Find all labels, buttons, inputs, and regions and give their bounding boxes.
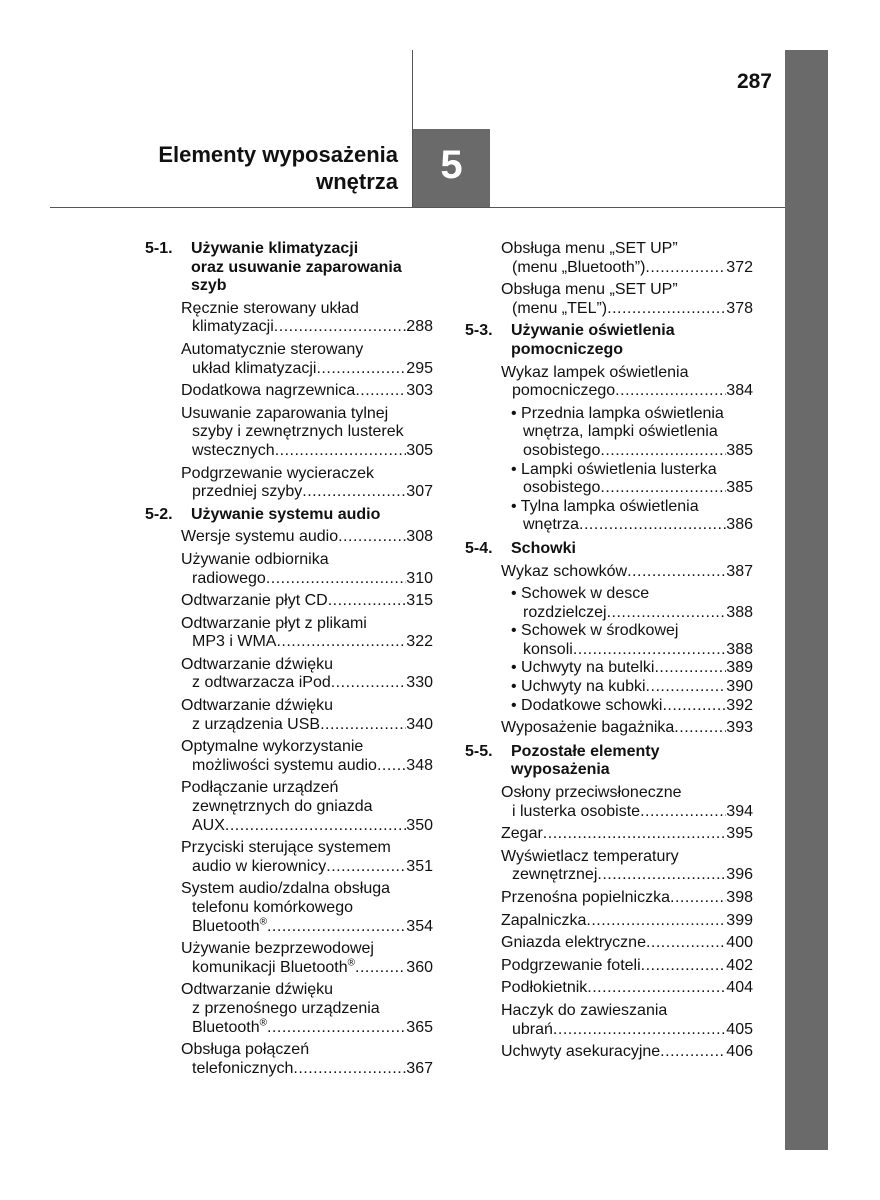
toc-entry[interactable] [501,848,753,885]
entry-text: Przenośna popielniczka [501,889,670,906]
entry-text: z przenośnego urządzenia [192,999,380,1017]
section-title-line: Pozostałe elementy [511,742,660,760]
page-ref: 404 [726,979,753,997]
page-ref: 394 [726,802,753,820]
toc-subentry[interactable] [511,405,753,461]
toc-subentry[interactable] [511,678,753,697]
page-ref: 310 [406,569,433,587]
entry-text: Uchwyty asekuracyjne [501,1043,661,1061]
toc-entry[interactable] [181,940,433,977]
entry-text: Podgrzewanie wycieraczek [181,464,374,482]
entry-text: Podłokietnik [501,979,588,997]
entry-text-part: Bluetooth [192,1018,260,1036]
section-heading-5-3[interactable] [465,322,753,359]
entry-text: Automatycznie sterowany [181,340,364,358]
toc-entry[interactable] [181,880,433,936]
toc-entry[interactable] [181,738,433,775]
page-ref: 350 [406,816,433,834]
entry-text: Używanie odbiornika [181,550,329,568]
entry-text [192,959,355,978]
entry-text: szyby i zewnętrznych lusterek [192,423,404,441]
page-ref: 396 [726,866,753,884]
page-ref: 340 [406,715,433,733]
entry-text: Obsługa połączeń [181,1041,310,1059]
page-ref: 385 [726,441,753,459]
section-title [191,506,433,525]
entry-text: Odtwarzanie dźwięku [181,655,334,673]
toc-right-column [465,240,753,1062]
entry-text: osobistego [523,441,601,459]
entry-text: układ klimatyzacji [192,359,317,377]
entry-text: ubrań [512,1020,553,1038]
section-number: 5-5. [465,742,493,760]
entry-text: Ręcznie sterowany układ [181,299,359,317]
toc-entry[interactable] [501,825,753,844]
entry-text: wstecznych [192,441,275,459]
page-ref: 386 [726,516,753,534]
page-ref: 390 [726,678,753,696]
entry-text: Używanie bezprzewodowej [181,940,374,958]
toc-entry[interactable] [181,592,433,611]
entry-text: z odtwarzacza iPod [192,674,331,692]
page-ref: 402 [726,956,753,974]
registered-mark: ® [347,957,356,969]
entry-text: Wyświetlacz temperatury [501,847,679,865]
entry-text: wnętrza, lampki oświetlenia [523,423,718,441]
entry-text: telefonicznych [192,1059,294,1077]
section-title [511,322,753,359]
section-number: 5-1. [145,240,173,257]
page-ref: 307 [406,483,433,501]
entry-text: radiowego [192,569,266,587]
section-title-line: Używanie systemu audio [191,505,381,523]
page-ref: 393 [726,719,753,737]
entry-text: • Uchwyty na butelki [511,659,655,677]
entry-text: Odtwarzanie dźwięku [181,697,334,715]
entry-text: możliwości systemu audio [192,756,377,774]
toc-entry[interactable] [501,912,753,931]
entry-text: • Lampki oświetlenia lusterka [511,460,717,478]
entry-text [192,918,267,937]
entry-text: System audio/zdalna obsługa [181,880,391,898]
registered-mark: ® [259,916,267,928]
entry-text: Zapalniczka [501,911,587,929]
toc-subentry[interactable] [511,498,753,535]
page-number: 287 [736,70,772,93]
page-ref: 367 [406,1059,433,1077]
toc-entry[interactable] [181,551,433,588]
toc-entry[interactable] [181,779,433,835]
page-ref: 387 [726,562,753,580]
toc-entry[interactable] [181,697,433,734]
entry-text: • Uchwyty na kubki [511,678,646,696]
section-number: 5-4. [465,539,493,557]
toc-entry[interactable] [501,719,753,738]
toc-subentry[interactable] [511,461,753,498]
section-title [191,240,433,296]
entry-text: klimatyzacji [192,318,274,336]
header-divider-horizontal [50,207,785,208]
page-ref: 295 [406,359,433,377]
entry-text: Usuwanie zaparowania tylnej [181,404,389,422]
entry-text-part: Bluetooth [192,917,260,935]
page-ref: 348 [406,756,433,774]
toc-entry[interactable] [501,979,753,998]
entry-text: rozdzielczej [523,603,607,621]
section-title-line: oraz usuwanie zaparowania [191,258,402,276]
toc-left-column [145,240,433,1078]
toc-entry[interactable] [501,1043,753,1062]
entry-text: Wersje systemu audio [181,528,339,546]
page-ref: 288 [406,318,433,336]
toc-entry[interactable] [501,563,753,582]
toc-entry[interactable] [501,934,753,953]
section-heading-5-5[interactable] [465,743,753,780]
page-ref: 385 [726,479,753,497]
section-number: 5-2. [145,505,173,523]
entry-text: osobistego [523,479,601,497]
chapter-title-line1: Elementy wyposażenia [158,142,398,167]
page-ref: 308 [406,528,433,546]
page-ref: 388 [726,640,753,658]
chapter-title [100,141,398,195]
toc-entry[interactable] [181,615,433,652]
section-heading-5-4[interactable] [465,540,753,559]
entry-text: AUX [192,816,225,834]
entry-text: Optymalne wykorzystanie [181,738,364,756]
entry-text: (menu „TEL”) [512,299,608,317]
toc-entry[interactable] [181,382,433,401]
section-title-line: szyb [191,277,227,295]
toc-entry[interactable] [181,1041,433,1078]
entry-text: z urządzenia USB [192,715,321,733]
section-title-line: wyposażenia [511,761,610,779]
toc-entry[interactable] [501,240,753,277]
chapter-sidebar-tab [785,50,828,1150]
entry-text: Odtwarzanie płyt CD [181,592,328,610]
toc-entry[interactable] [181,981,433,1037]
page-ref: 392 [726,696,753,714]
section-heading-5-2[interactable] [145,506,433,525]
toc-entry[interactable] [501,1002,753,1039]
page-ref: 351 [406,857,433,875]
toc-subentry[interactable] [511,585,753,622]
toc-subentry[interactable] [511,697,753,716]
page-ref: 399 [726,911,753,929]
entry-text: (menu „Bluetooth”) [512,258,646,276]
entry-text: • Tylna lampka oświetlenia [511,497,699,515]
entry-text: MP3 i WMA [192,633,277,651]
page-ref: 322 [406,633,433,651]
entry-text: Zegar [501,825,543,843]
entry-text: zewnętrznej [512,866,598,884]
entry-text: Podgrzewanie foteli [501,956,641,974]
registered-mark: ® [259,1017,267,1029]
entry-text: Dodatkowa nagrzewnica [181,382,356,400]
page-ref: 315 [406,592,433,610]
entry-text: Podłączanie urządzeń [181,779,339,797]
entry-text: Obsługa menu „SET UP” [501,240,678,257]
section-title [511,743,753,780]
page-ref: 372 [726,258,753,276]
toc-subentry[interactable] [511,622,753,659]
section-title-line: Używanie oświetlenia [511,322,675,340]
page-ref: 384 [726,382,753,400]
toc-entry[interactable] [181,839,433,876]
toc-entry[interactable] [181,656,433,693]
toc-entry[interactable] [181,341,433,378]
entry-text: i lusterka osobiste [512,802,641,820]
toc-entry[interactable] [181,528,433,547]
toc-entry[interactable] [181,405,433,461]
entry-text: pomocniczego [512,382,616,400]
page-ref: 400 [726,934,753,952]
page-ref: 389 [726,659,753,677]
entry-text: zewnętrznych do gniazda [192,798,373,816]
page-ref: 303 [406,382,433,400]
section-heading-5-1[interactable] [145,240,433,296]
section-number: 5-3. [465,322,493,340]
page-ref: 365 [406,1018,433,1036]
entry-text-part: komunikacji Bluetooth [192,958,348,976]
section-title-line: Używanie klimatyzacji [191,240,359,257]
section-title [511,540,753,559]
page-ref: 406 [726,1043,753,1061]
entry-text: telefonu komórkowego [192,899,353,916]
page-ref: 360 [406,958,433,976]
entry-text: wnętrza [523,516,580,534]
entry-text: • Schowek w środkowej [511,622,679,640]
entry-text: Wykaz schowków [501,562,628,580]
toc-entry[interactable] [501,889,753,908]
entry-text: • Dodatkowe schowki [511,696,663,714]
entry-text: Osłony przeciwsłoneczne [501,784,682,802]
section-title-line: Schowki [511,539,576,557]
toc-entry[interactable] [501,281,753,318]
entry-text: • Schowek w desce [511,585,650,603]
entry-text: audio w kierownicy [192,857,327,875]
entry-text: Obsługa menu „SET UP” [501,281,678,299]
page-ref: 395 [726,825,753,843]
toc-entry[interactable] [181,300,433,337]
page-ref: 398 [726,889,753,906]
toc-entry[interactable] [501,784,753,821]
entry-text: Gniazda elektryczne [501,934,646,952]
toc-subentry[interactable] [511,659,753,678]
entry-text: Odtwarzanie płyt z plikami [181,614,367,632]
section-title-line: pomocniczego [511,340,624,358]
page-ref: 354 [406,917,433,935]
entry-text: • Przednia lampka oświetlenia [511,404,724,422]
page-ref: 378 [726,299,753,317]
entry-text: Haczyk do zawieszania [501,1001,668,1019]
page-ref: 330 [406,674,433,692]
entry-text: konsoli [523,640,573,658]
page-ref: 305 [406,441,433,459]
entry-text: Przyciski sterujące systemem [181,839,391,857]
toc-entry[interactable] [181,465,433,502]
entry-text: Odtwarzanie dźwięku [181,981,334,999]
entry-text: przedniej szyby [192,483,303,501]
chapter-title-line2: wnętrza [316,169,398,194]
chapter-number-box: 5 [413,129,490,207]
page-ref: 405 [726,1020,753,1038]
toc-entry[interactable] [501,364,753,401]
toc-entry[interactable] [501,957,753,976]
entry-text: Wykaz lampek oświetlenia [501,363,689,381]
page-ref: 388 [726,603,753,621]
entry-text [192,1019,267,1038]
entry-text: Wyposażenie bagażnika [501,719,675,737]
